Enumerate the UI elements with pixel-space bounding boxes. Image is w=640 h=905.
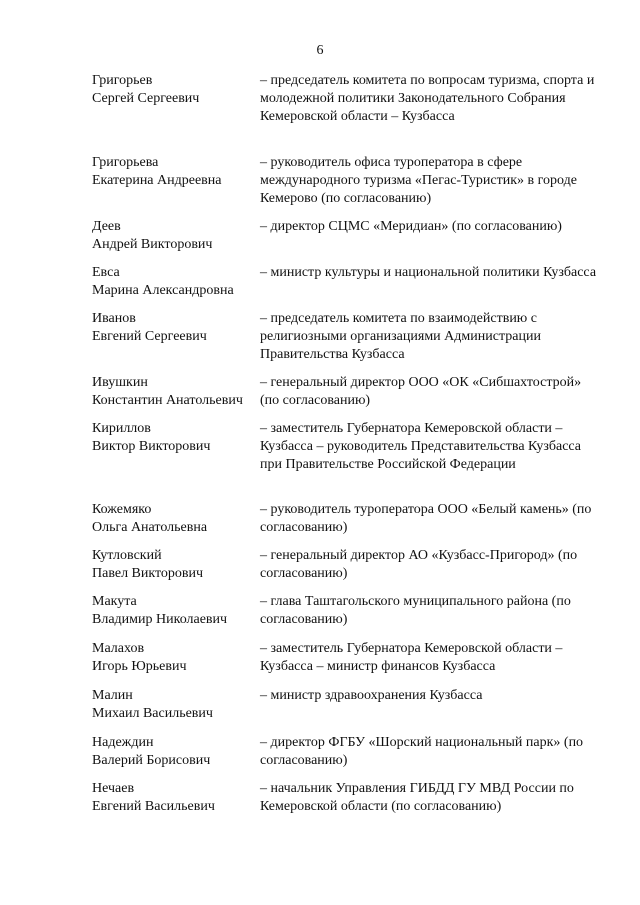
member-given-names: Ольга Анатольевна [92,520,208,535]
member-surname: Ивушкин [92,375,148,390]
member-surname: Кожемяко [92,502,152,517]
member-description: – директор СЦМС «Меридиан» (по согласованию) [260,219,562,234]
member-surname: Кириллов [92,421,151,436]
member-description: – руководитель офиса туроператора в сфере международного туризма «Пегас-Туристик» в городе Кемерово (по согласованию) [260,155,577,206]
member-entry [92,547,602,583]
member-entry [92,593,602,629]
member-description: – генеральный директор ООО «ОК «Сибшахтострой» (по согласованию) [260,375,582,408]
member-description: – глава Таштагольского муниципального района (по согласованию) [260,594,571,627]
member-name [92,547,260,583]
member-entry [92,640,602,676]
member-entry [92,264,602,300]
member-description: – начальник Управления ГИБДД ГУ МВД России по Кемеровской области (по согласованию) [260,781,574,814]
member-description: – заместитель Губернатора Кемеровской области – Кузбасса – руководитель Представительства Кузбасса при Правительстве Российской Федерации [260,421,582,472]
member-name [92,218,260,254]
member-given-names: Павел Викторович [92,566,204,581]
member-description: – министр культуры и национальной политики Кузбасса [260,265,597,280]
member-entry [92,501,602,537]
member-name [92,687,260,723]
member-entry [92,734,602,770]
member-name [92,734,260,770]
member-name [92,154,260,208]
member-description: – председатель комитета по вопросам туризма, спорта и молодежной политики Законодательного Собрания Кемеровской области – Кузбасса [260,73,595,124]
member-name [92,501,260,537]
member-given-names: Екатерина Андреевна [92,173,222,188]
member-name [92,640,260,676]
member-name [92,72,260,126]
member-name [92,374,260,410]
member-entry [92,780,602,816]
member-entry [92,218,602,254]
member-description: – руководитель туроператора ООО «Белый камень» (по согласованию) [260,502,592,535]
member-given-names: Владимир Николаевич [92,612,228,627]
member-surname: Григорьева [92,155,159,170]
member-given-names: Марина Александровна [92,283,234,298]
member-surname: Надеждин [92,735,154,750]
member-name [92,310,260,364]
member-surname: Нечаев [92,781,135,796]
member-given-names: Андрей Викторович [92,237,213,252]
page-number: 6 [316,43,324,58]
member-surname: Григорьев [92,73,153,88]
member-name [92,420,260,474]
member-description: – директор ФГБУ «Шорский национальный парк» (по согласованию) [260,735,584,768]
member-given-names: Виктор Викторович [92,439,211,454]
member-entry [92,72,602,126]
member-surname: Кутловский [92,548,162,563]
member-surname: Макута [92,594,137,609]
member-entry [92,374,602,410]
member-given-names: Сергей Сергеевич [92,91,200,106]
member-entry [92,310,602,364]
member-given-names: Евгений Сергеевич [92,329,207,344]
member-surname: Малахов [92,641,145,656]
member-entry [92,420,602,474]
member-description: – заместитель Губернатора Кемеровской области – Кузбасса – министр финансов Кузбасса [260,641,563,674]
member-name [92,264,260,300]
member-description: – министр здравоохранения Кузбасса [260,688,483,703]
member-entry [92,687,602,723]
member-description: – председатель комитета по взаимодействию с религиозными организациями Администрации Правительства Кузбасса [260,311,541,362]
member-given-names: Константин Анатольевич [92,393,243,408]
member-name [92,593,260,629]
member-given-names: Валерий Борисович [92,753,211,768]
member-surname: Иванов [92,311,136,326]
member-entry [92,154,602,208]
member-given-names: Евгений Васильевич [92,799,215,814]
member-given-names: Михаил Васильевич [92,706,213,721]
member-name [92,780,260,816]
member-surname: Малин [92,688,133,703]
member-description: – генеральный директор АО «Кузбасс-Пригород» (по согласованию) [260,548,578,581]
member-given-names: Игорь Юрьевич [92,659,187,674]
member-surname: Деев [92,219,121,234]
member-surname: Евса [92,265,120,280]
